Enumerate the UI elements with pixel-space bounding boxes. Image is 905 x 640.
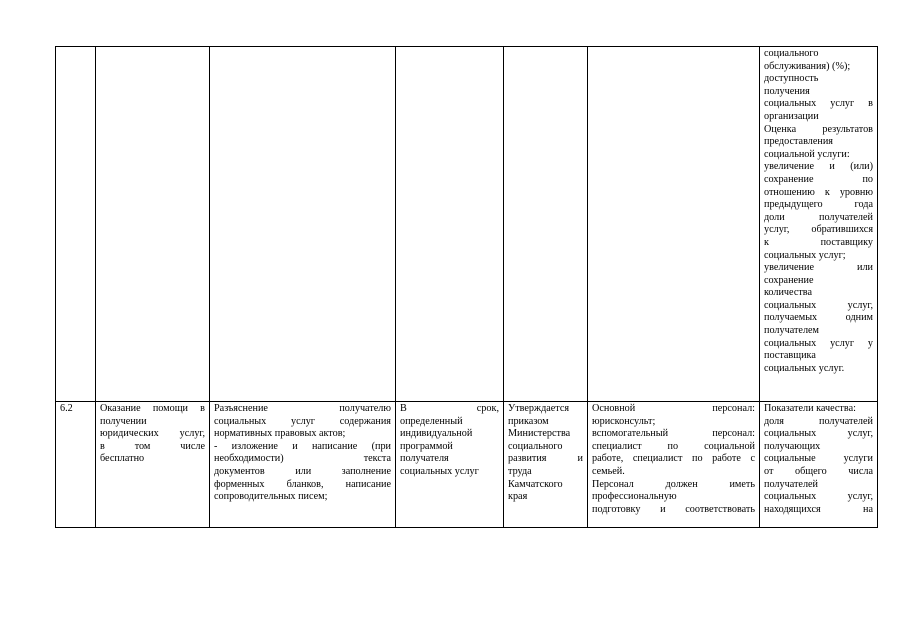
text-line: труда: [508, 465, 532, 477]
text-line: получаемых одним: [764, 312, 873, 324]
text-line: необходимости) текста: [214, 453, 391, 465]
text-line: социального: [508, 440, 563, 452]
text-line: специалист по социальной: [592, 440, 755, 452]
text-line: Основной персонал:: [592, 403, 755, 414]
text-line: получателем: [764, 325, 819, 337]
text-line: бесплатно: [100, 453, 145, 465]
text-line: социальных услуг: [400, 465, 479, 477]
text-line: профессиональную: [592, 491, 677, 503]
text-line: Министерства: [508, 428, 571, 440]
cell-content: [210, 402, 396, 528]
text-line: юридических услуг,: [100, 428, 205, 440]
text-line: к поставщику: [764, 236, 873, 248]
text-line: Разъяснение получателю: [214, 403, 391, 414]
text-line: получения: [764, 85, 810, 97]
text-line: от общего числа: [764, 465, 873, 477]
text-line: - изложение и написание (при: [214, 440, 391, 452]
text-line: социальных услуг в: [764, 98, 873, 110]
text-line: вспомогательный персонал:: [592, 428, 755, 440]
text-line: форменных бланков, написание: [214, 478, 391, 490]
text-line: социальных услуг;: [764, 249, 846, 261]
cell-norm: [504, 47, 588, 402]
text-line: получающих: [764, 440, 821, 452]
text-line: в том числе: [100, 440, 205, 452]
text-line: сохранение по: [764, 173, 873, 185]
cell-content: [210, 47, 396, 402]
cell-number: [56, 47, 96, 402]
text-line: социальные услуги: [764, 453, 873, 465]
text-line: получении: [100, 415, 147, 427]
text-line: подготовку и соответствовать: [592, 503, 755, 515]
text-line: Персонал должен иметь: [592, 478, 755, 490]
text-line: социальных услуг.: [764, 362, 845, 374]
text-line: социальных услуг содержания: [214, 415, 391, 427]
cell-conditions: [588, 402, 760, 528]
cell-conditions: [588, 47, 760, 402]
cell-number: 6.2: [56, 402, 96, 528]
text-line: Оценка результатов: [764, 123, 873, 135]
text-line: Оказание помощи в: [100, 403, 205, 414]
cell-quality: [760, 47, 878, 402]
text-line: В срок,: [400, 403, 499, 414]
text-line: сохранение: [764, 274, 814, 286]
cell-norm: [504, 402, 588, 528]
cell-service: [96, 402, 210, 528]
text-line: доступность: [764, 73, 819, 85]
text-line: приказом: [508, 415, 549, 427]
text-line: социальных услуг у: [764, 337, 873, 349]
text-line: индивидуальной: [400, 428, 473, 440]
text-line: работе, специалист по работе с: [592, 453, 755, 465]
text-line: увеличение и (или): [764, 161, 873, 173]
text-line: программой: [400, 440, 453, 452]
text-line: предоставления: [764, 136, 833, 148]
cell-term: [396, 402, 504, 528]
text-line: социальных услуг,: [764, 299, 873, 311]
text-line: социальных услуг,: [764, 491, 873, 503]
text-line: юрисконсульт;: [592, 415, 656, 427]
cell-quality: [760, 402, 878, 528]
text-line: отношению к уровню: [764, 186, 873, 198]
text-line: предыдущего года: [764, 199, 873, 211]
text-line: обслуживания) (%);: [764, 60, 851, 72]
services-table: [55, 46, 878, 528]
table-row: [56, 402, 878, 528]
cell-service: [96, 47, 210, 402]
text-line: нормативных правовых актов;: [214, 428, 346, 440]
text-line: социальных услуг,: [764, 428, 873, 440]
text-line: Утверждается: [508, 403, 570, 414]
text-line: поставщика: [764, 350, 816, 362]
text-line: развития и: [508, 453, 583, 465]
text-line: получателя: [400, 453, 449, 465]
text-line: семьей.: [592, 465, 625, 477]
table-row: [56, 47, 878, 402]
text-line: доля получателей: [764, 415, 873, 427]
text-line: документов или заполнение: [214, 465, 391, 477]
text-line: сопроводительных писем;: [214, 491, 328, 503]
text-line: Показатели качества:: [764, 403, 856, 414]
text-line: находящихся на: [764, 503, 873, 515]
text-line: края: [508, 491, 528, 503]
text-line: социального: [764, 48, 819, 59]
text-line: Камчатского: [508, 478, 563, 490]
text-line: количества: [764, 287, 812, 299]
cell-term: [396, 47, 504, 402]
text-line: получателей: [764, 478, 819, 490]
text-line: определенный: [400, 415, 463, 427]
text-line: услуг, обратившихся: [764, 224, 873, 236]
text-line: увеличение или: [764, 262, 873, 274]
text-line: организации: [764, 110, 819, 122]
text-line: социальной услуги:: [764, 148, 850, 160]
text-line: доли получателей: [764, 211, 873, 223]
